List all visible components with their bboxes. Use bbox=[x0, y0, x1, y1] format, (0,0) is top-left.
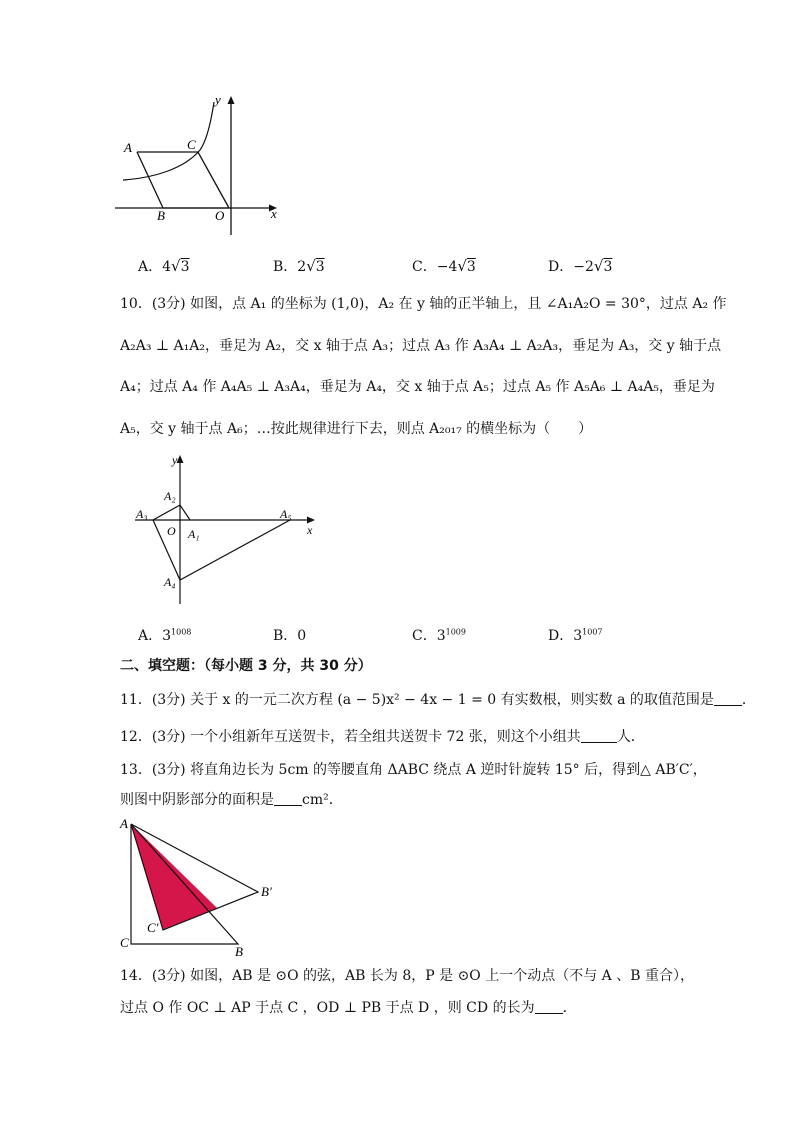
q9-label-O: O bbox=[215, 208, 225, 223]
q10-line-4: A₅，交 y 轴于点 A₆；…按此规律进行下去，则点 A₂₀₁₇ 的横坐标为（ ） bbox=[120, 421, 593, 437]
q11-answer-blank[interactable] bbox=[714, 691, 742, 706]
q13-line-1: 13．(3分) 将直角边长为 5cm 的等腰直角 ΔABC 绕点 A 逆时针旋转 15° 后，得到△ AB′C′， bbox=[120, 762, 707, 778]
q13-label-c-prime: C′ bbox=[147, 920, 159, 935]
q9-option-a[interactable]: A．4√3 bbox=[138, 257, 190, 275]
q10-label-a1: A₁ bbox=[188, 527, 200, 541]
q10-label-x: x bbox=[307, 523, 313, 537]
q9-label-B: B bbox=[157, 208, 165, 223]
q9-label-C: C bbox=[187, 137, 196, 152]
q10-option-d[interactable]: D．$3^{1007}$ bbox=[548, 627, 603, 644]
q14-line-2: 过点 O 作 OC ⊥ AP 于点 C ，OD ⊥ PB 于点 D ，则 CD 的长为 ． bbox=[120, 1000, 577, 1016]
q14-answer-blank[interactable] bbox=[535, 999, 563, 1014]
q9-option-c[interactable]: C．−4√3 bbox=[412, 257, 476, 275]
section-2-title: 二、填空题：（每小题 3 分，共 30 分） bbox=[120, 658, 372, 674]
q13-line-2: 则图中阴影部分的面积是 cm²． bbox=[120, 792, 343, 808]
q12-text: 12．(3分) 一个小组新年互送贺卡，若全组共送贺卡 72 张，则这个小组共 人． bbox=[120, 729, 645, 745]
q9-label-x: x bbox=[271, 206, 277, 221]
q10-option-a[interactable]: A．$3^{1008}$ bbox=[138, 627, 192, 644]
q10-option-c[interactable]: C．$3^{1009}$ bbox=[412, 627, 466, 644]
q10-option-b[interactable]: B．0 bbox=[273, 628, 307, 644]
q11-text: 11．(3分) 关于 x 的一元二次方程 (a − 5)x² − 4x − 1 = 0 有实数根，则实数 a 的取值范围是 ． bbox=[120, 692, 756, 708]
q13-label-b-prime: B′ bbox=[261, 884, 272, 899]
q10-line-2: A₂A₃ ⊥ A₁A₂，垂足为 A₂，交 x 轴于点 A₃；过点 A₃ 作 A₃A₄ ⊥ A₂A₃，垂足为 A₃，交 y 轴于点 bbox=[120, 338, 722, 354]
q14-line-1: 14．(3分) 如图，AB 是 ⊙O 的弦，AB 长为 8，P 是 ⊙O 上一个动点（不与 A 、B 重合）， bbox=[120, 968, 694, 984]
q10-figure bbox=[130, 452, 330, 612]
q9-option-b[interactable]: B．2√3 bbox=[273, 257, 325, 275]
q10-label-a2: A₂ bbox=[164, 489, 176, 503]
q10-label-o: O bbox=[167, 524, 176, 538]
q9-option-d[interactable]: D．−2√3 bbox=[548, 257, 613, 275]
q13-label-a: A bbox=[120, 816, 128, 831]
q12-answer-blank[interactable] bbox=[581, 728, 617, 743]
q10-label-a5: A₅ bbox=[280, 507, 292, 521]
q9-figure bbox=[115, 92, 290, 242]
q10-label-a3: A₃ bbox=[136, 507, 148, 521]
q10-label-y: y bbox=[172, 453, 178, 467]
q10-label-a4: A₄ bbox=[164, 575, 176, 589]
q13-label-b: B bbox=[235, 944, 243, 959]
q10-line-1: 10．(3分) 如图，点 A₁ 的坐标为 (1,0)，A₂ 在 y 轴的正半轴上，且 ∠A₁A₂O = 30°，过点 A₂ 作 bbox=[120, 296, 727, 312]
q13-label-c: C bbox=[120, 935, 129, 950]
q10-line-3: A₄；过点 A₄ 作 A₄A₅ ⊥ A₃A₄，垂足为 A₄，交 x 轴于点 A₅；过点 A₅ 作 A₅A₆ ⊥ A₄A₅，垂足为 bbox=[120, 379, 715, 395]
q13-answer-blank[interactable] bbox=[274, 791, 302, 806]
q13-figure bbox=[115, 814, 285, 960]
q9-label-A: A bbox=[124, 140, 132, 155]
q9-label-y: y bbox=[215, 92, 221, 107]
